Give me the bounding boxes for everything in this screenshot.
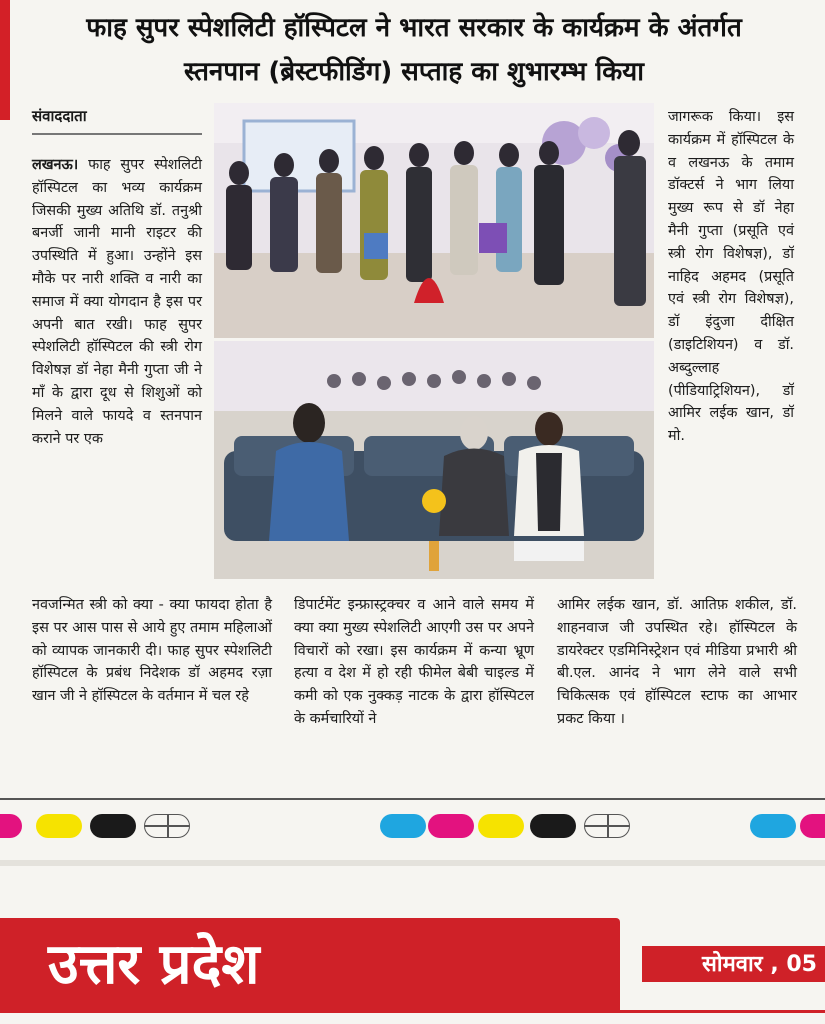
black-swatch [90,814,136,838]
event-photo-group [214,103,654,338]
byline-divider [32,133,202,135]
article-bottom-column-2: डिपार्टमेंट इन्फ्रास्ट्रक्चर व आने वाले समय में क्या क्या मुख्य स्पेशलिटी आएगी उस पर अपने विचारों को रखा। इस कार्यक्रम में कन्या भ्रूण हत्या व देश में हो रही फीमेल बेबी चाइल्ड में कमी को एक नुक्कड़ नाटक के द्वारा हॉस्पिटल के कर्मचारियों ने [294,597,534,727]
headline-line-1: फाह सुपर स्पेशलिटी हॉस्पिटल ने भारत सरकार के कार्यक्रम के अंतर्गत [86,13,742,43]
red-edge-strip [0,0,10,120]
magenta-swatch [428,814,474,838]
black-swatch [530,814,576,838]
section-title: उत्तर प्रदेश [48,931,260,997]
article-column-right: जागरूक किया। इस कार्यक्रम में हॉस्पिटल के व लखनऊ के तमाम डॉक्टर्स ने भाग लिया मुख्य रूप से डॉ नेहा मैनी गुप्ता (प्रसूति एवं स्त्री रोग विशेषज्ञ), डॉ नाहिद अहमद (प्रसूति एवं स्त्री रोग विशेषज्ञ), डॉ इंदुजा दीक्षित (डाइटिशियन) व डॉ. अब्दुल्लाह (पीडियाट्रिशियन), डॉ आमिर लईक खान, डॉ मो. [668,109,794,445]
page-divider [0,798,825,800]
article-bottom-column-3: आमिर लईक खान, डॉ. आतिफ़ शकील, डॉ. शाहनवाज जी उपस्थित रहे। हॉस्पिटल के डायरेक्टर एडमिनिस्ट्रेशन एवं मीडिया प्रभारी श्री बी.एल. आनंद ने भाग लेने वाले सभी चिकित्सक एवं हॉस्पिटल स्टाफ का आभार प्रकट किया । [557,597,797,727]
magenta-swatch [0,814,22,838]
article-bottom-column-1: नवजन्मित स्त्री को क्या - क्या फायदा होता है इस पर आस पास से आये हुए तमाम महिलाओं को व्यापक जानकारी दी। फाह सुपर स्पेशलिटी हॉस्पिटल के प्रबंध निदेशक डॉ अहमद रज़ा खान जी ने हॉस्पिटल के वर्तमान में चल रहे [32,597,272,705]
bottom-rule [0,1010,825,1013]
yellow-swatch [36,814,82,838]
magenta-swatch [800,814,825,838]
page-gap [0,860,825,866]
cyan-swatch [380,814,426,838]
yellow-swatch [478,814,524,838]
dateline: लखनऊ। [32,157,79,173]
event-photo-seated [214,341,654,579]
column-1-text: फाह सुपर स्पेशलिटी हॉस्पिटल का भव्य कार्यक्रम जिसकी मुख्य अतिथि डॉ. तनुश्री बनर्जी जानी मानी राइटर की उपस्थिति में हुआ। उन्होंने इस मौके पर नारी शक्ति व नारी का समाज में क्या योगदान है इस पर अपनी बात रखी। फाह सुपर स्पेशलिटी हॉस्पिटल की स्त्री रोग विशेषज्ञ डॉ नेहा मैनी गुप्ता जी ने माँ के द्वारा दूध से शिशुओं को मिलने वाले फायदे व स्तनपान कराने पर एक [32,157,202,447]
headline-line-2: स्तनपान (ब्रेस्टफीडिंग) सप्ताह का शुभारम्भ किया [183,57,644,87]
headline [14,6,814,94]
registration-mark-icon [584,814,630,838]
cyan-swatch [750,814,796,838]
date-label: सोमवार , 05 [702,952,817,977]
byline: संवाददाता [32,107,87,125]
article-column-1 [32,154,202,450]
registration-mark-icon [144,814,190,838]
